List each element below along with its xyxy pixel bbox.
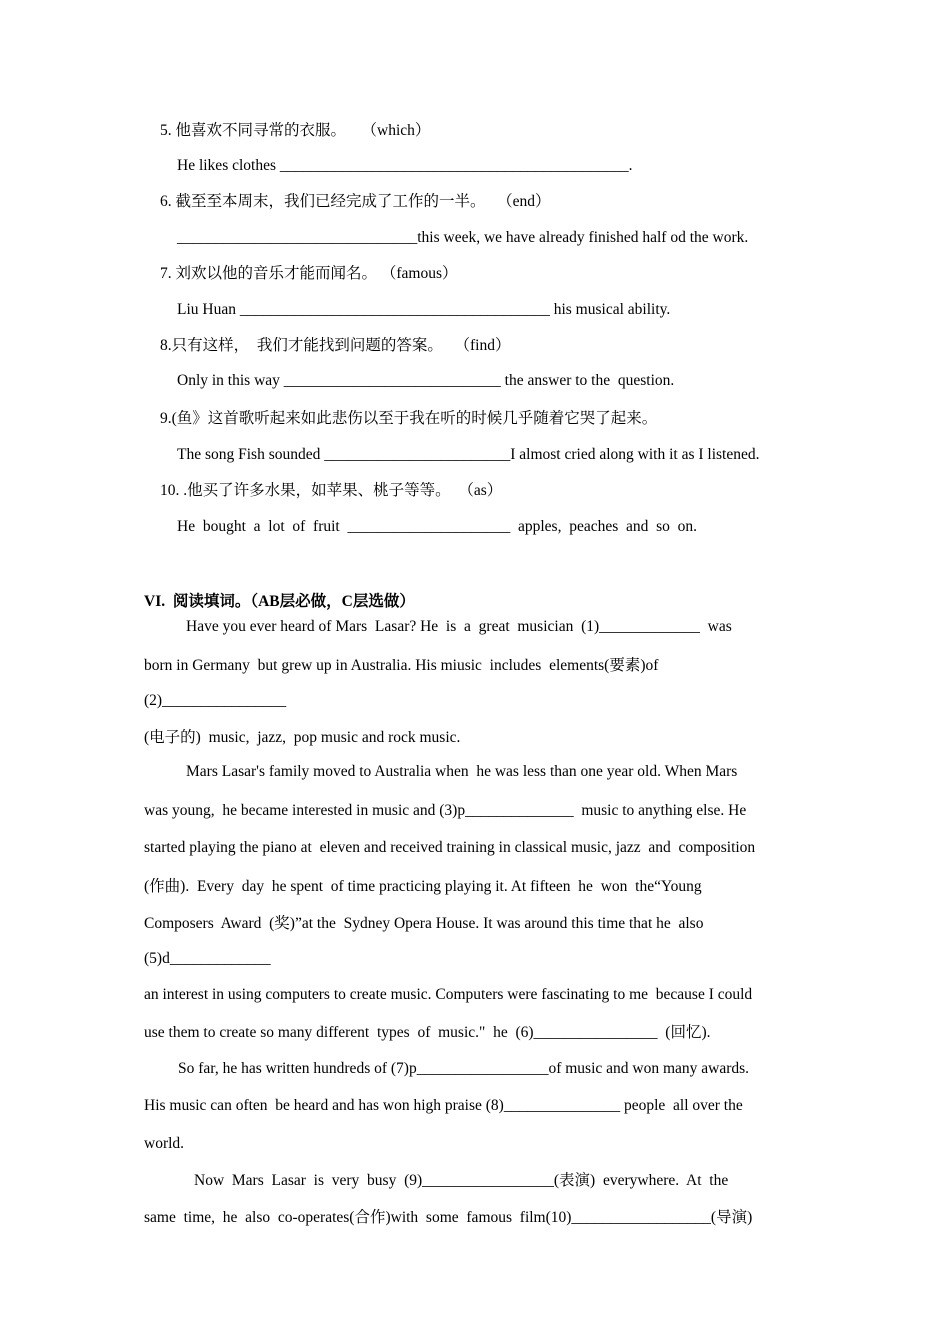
item-8-chinese: 8.只有这样， 我们才能找到问题的答案。 （find） [160,337,511,354]
reading-line: His music can often be heard and has won high praise (8)_______________ people all over the [144,1097,743,1114]
reading-line: (电子的) music, jazz, pop music and rock music. [144,729,461,746]
item-10-english: He bought a lot of fruit _____________________ apples, peaches and so on. [177,518,698,535]
reading-line: Have you ever heard of Mars Lasar? He is a great musician (1)_____________ was [186,618,732,635]
reading-line: (2)________________ [144,692,287,709]
item-10-chinese: 10. .他买了许多水果，如苹果、桃子等等。 （as） [160,482,503,499]
item-5-chinese: 5. 他喜欢不同寻常的衣服。 （which） [160,122,431,139]
item-6-english: _______________________________this week, we have already finished half od the work. [177,229,749,246]
item-7-english: Liu Huan ________________________________________ his musical ability. [177,301,671,318]
reading-line: born in Germany but grew up in Australia. His miusic includes elements(要素)of [144,657,659,674]
reading-line: Now Mars Lasar is very busy (9)_________________(表演) everywhere. At the [194,1172,729,1189]
item-9-chinese: 9.(鱼》这首歌听起来如此悲伤以至于我在听的时候几乎随着它哭了起来。 [160,410,658,427]
reading-line: (作曲). Every day he spent of time practicing playing it. At fifteen he won the“Young [144,878,702,895]
reading-line: (5)d_____________ [144,950,271,967]
reading-line: So far, he has written hundreds of (7)p_________________of music and won many awards. [178,1060,750,1077]
reading-line: world. [144,1135,185,1152]
reading-section-heading: VI. 阅读填词。（AB层必做，C层选做） [144,593,415,610]
reading-line: use them to create so many different types of music." he (6)________________ (回忆). [144,1024,711,1041]
reading-line: was young, he became interested in music and (3)p______________ music to anything else. He [144,802,747,819]
item-7-chinese: 7. 刘欢以他的音乐才能而闻名。 （famous） [160,265,458,282]
reading-line: Composers Award (奖)”at the Sydney Opera House. It was around this time that he also [144,915,704,932]
reading-line: started playing the piano at eleven and received training in classical music, jazz and composition [144,839,756,856]
item-5-english: He likes clothes _____________________________________________. [177,157,633,174]
reading-line: same time, he also co-operates(合作)with some famous film(10)__________________(导演) [144,1209,753,1226]
item-8-english: Only in this way ____________________________ the answer to the question. [177,372,675,389]
reading-line: an interest in using computers to create music. Computers were fascinating to me because I could [144,986,753,1003]
item-9-english: The song Fish sounded ________________________I almost cried along with it as I listened. [177,446,760,463]
reading-line: Mars Lasar's family moved to Australia when he was less than one year old. When Mars [186,763,738,780]
item-6-chinese: 6. 截至至本周末，我们已经完成了工作的一半。 （end） [160,193,551,210]
